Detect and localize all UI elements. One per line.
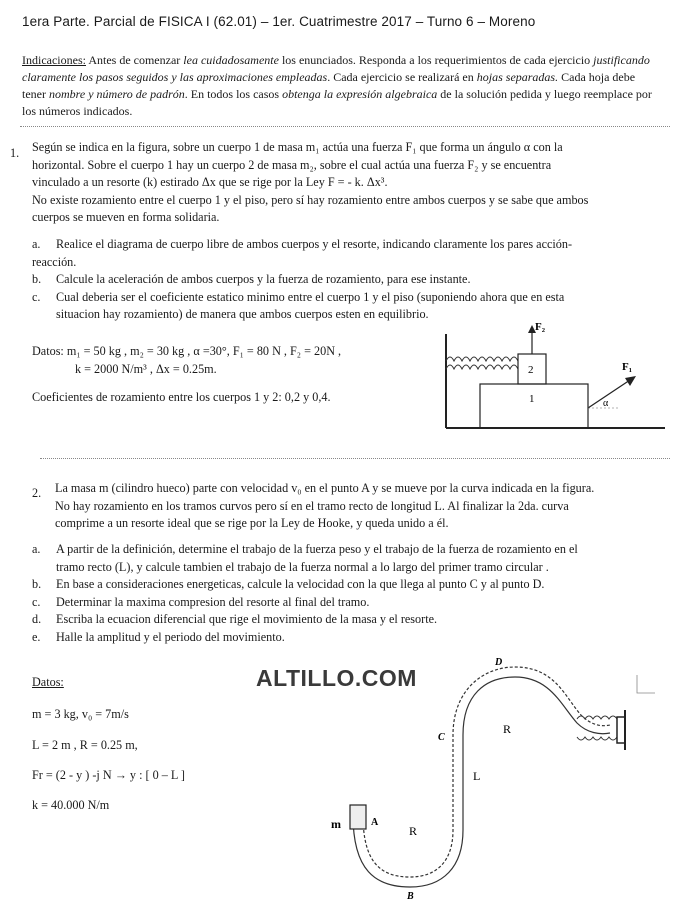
spring — [446, 357, 518, 369]
problem2-items: a. A partir de la definición, determine el trabajo de la fuerza peso y el trabajo de la fuerza de rozamiento en el tramo recto (L), y calcule tambien el trabajo de la fuerza normal a lo largo del primer tramo circular . b. En base a consideraciones energeticas, calcule la velocidad con la que llega al punto C y al punto D. c. Determinar la maxima compresion del resorte al final del tramo. d. Escriba la ecuacion diferencial que rige el movimiento de la masa y el resorte. e. Halle la amplitud y el periodo del movimiento. — [32, 542, 578, 644]
point-c-label: C — [438, 732, 445, 743]
problem2-data-label: Datos: — [32, 675, 64, 689]
point-b-label: B — [407, 891, 414, 902]
axis-sketch — [637, 675, 655, 693]
problem2-figure — [325, 655, 695, 905]
problem2-data-1: m = 3 kg, v₀ = 7m/s — [32, 707, 129, 721]
problem2-number: 2. — [32, 486, 42, 500]
track-outer — [353, 677, 610, 887]
problem1-number: 1. — [10, 146, 20, 160]
mass-m — [350, 805, 366, 829]
alpha-label: α — [603, 398, 609, 409]
f1-arrow — [588, 380, 630, 408]
problem1-items: a. Realice el diagrama de cuerpo libre de ambos cuerpos y el resorte, indicando claramente los pares acción- reacción. b. Calcule la aceleración de ambos cuerpos y la fuerza de rozamiento, para ese instante. c. Cual deberia ser el coeficiente estatico minimo entre el cuerpo 1 y el piso (suponiendo ahora que en esta situacion hay rozamiento) de manera que ambos cuerpos esten en equilibrio. — [32, 237, 573, 321]
problem1-data: Datos: m₁ = 50 kg , m₂ = 30 kg , α =30°, F₁ = 80 N , F₂ = 20N , k = 2000 N/m³ , Δx = 0.25m. — [32, 344, 342, 376]
problem1-statement: Según se indica en la figura, sobre un cuerpo 1 de masa m₁ actúa una fuerza F₁ que forma un ángulo α con la horizontal. Sobre el cuerpo 1 hay un cuerpo 2 de masa m₂, sobre el cual actúa una fuerza F₂ y se encuentra vinculado a un resorte (k) estirado Δx que se rige por la Ley F = - k. Δx³. No existe rozamiento entre el cuerpo 1 y el piso, pero sí hay rozamiento entre ambos cuerpos y se sabe que ambos cuerpos se mueven en forma solidaria. — [32, 140, 589, 224]
instructions: Indicaciones: Antes de comenzar lea cuidadosamente los enunciados. Responda a los requerimientos de cada ejercicio justificando claramente los pasos seguidos y las aproximaciones empleadas. Cada ejercicio se realizará en hojas separadas. Cada hoja debe tener nombre y número de padrón. En todos los casos obtenga la expresión algebraica de la solución pedida y luego reemplace por los números indicados. — [22, 53, 652, 118]
length-label: L — [473, 769, 481, 783]
mass-m-label: m — [331, 817, 341, 831]
problem1-coefficients: Coeficientes de rozamiento entre los cuerpos 1 y 2: 0,2 y 0,4. — [32, 390, 331, 404]
radius-bottom-label: R — [409, 824, 418, 838]
body-2-label: 2 — [528, 364, 534, 376]
problem2-statement: La masa m (cilindro hueco) parte con velocidad v₀ en el punto A y se mueve por la curva indicada en la figura. No hay rozamiento en los tramos curvos pero sí en el tramo recto de longitud L. Al finalizar la 2da. curva comprime a un resorte ideal que se rige por la Ley de Hooke, y queda unido a él. — [55, 481, 595, 530]
problem2-data-3: Fr = (2 - y ) -j N → y : [ 0 – L ] — [32, 768, 185, 782]
f2-label: F₂ — [535, 321, 546, 333]
problem2-data-4: k = 40.000 N/m — [32, 798, 110, 812]
instructions-label: Indicaciones: — [22, 53, 86, 67]
problem2-data-2: L = 2 m , R = 0.25 m, — [32, 738, 138, 752]
separator-2 — [40, 458, 670, 459]
body-1 — [480, 384, 588, 428]
radius-top-label: R — [503, 722, 512, 736]
watermark: ALTILLO.COM — [256, 665, 417, 691]
f1-label: F₁ — [622, 361, 633, 373]
exam-title: 1era Parte. Parcial de FISICA I (62.01) – 1er. Cuatrimestre 2017 – Turno 6 – Moreno — [22, 14, 536, 29]
point-d-label: D — [495, 657, 503, 668]
separator-1 — [20, 126, 670, 127]
problem1-figure — [440, 316, 670, 446]
spring-wall — [617, 717, 625, 743]
body-1-label: 1 — [529, 393, 535, 405]
track-inner — [363, 667, 610, 877]
f1-arrowhead — [625, 376, 636, 386]
point-a-label: A — [371, 817, 379, 828]
